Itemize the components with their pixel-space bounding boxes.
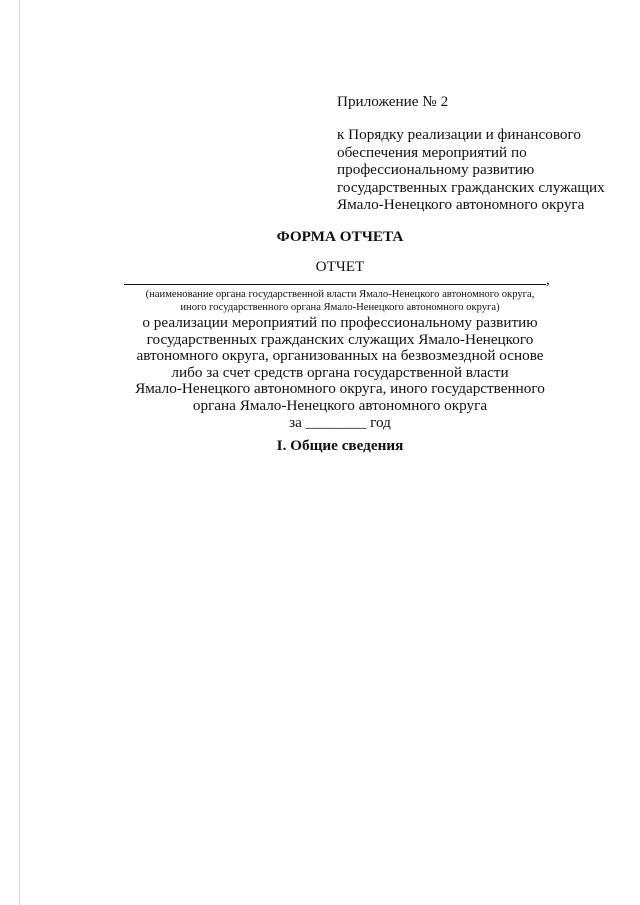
subject-line: о реализации мероприятий по профессиональному развитию [142, 314, 538, 331]
report-year-line: за ________ год [289, 413, 391, 431]
name-field-comma: , [546, 272, 550, 288]
subject-line: либо за счет средств органа государственной власти [171, 363, 509, 381]
appendix-line: Ямало-Ненецкого автономного округа [337, 196, 585, 214]
report-subject [90, 315, 590, 431]
appendix-line: обеспечения мероприятий по [337, 143, 527, 161]
subject-line: Ямало-Ненецкого автономного округа, иного государственного [135, 380, 545, 398]
page-edge [19, 0, 20, 905]
organization-name-caption [90, 289, 590, 314]
appendix-title: Приложение № 2 [337, 93, 449, 110]
subject-line: органа Ямало-Ненецкого автономного округа [192, 396, 488, 414]
report-title: ОТЧЕТ [315, 258, 365, 275]
appendix-line: к Порядку реализации и финансового [337, 126, 581, 144]
subject-line: автономного округа, организованных на безвозмездной основе [136, 347, 544, 365]
section-title: I. Общие сведения [276, 437, 404, 454]
appendix-line: государственных гражданских служащих [337, 178, 605, 196]
organization-name-field [124, 284, 546, 285]
caption-line: иного государственного органа Ямало-Ненецкого автономного округа) [180, 301, 500, 313]
appendix-line: профессиональному развитию [337, 161, 535, 179]
subject-line: государственных гражданских служащих Ямало-Ненецкого [146, 330, 534, 348]
form-title: ФОРМА ОТЧЕТА [276, 228, 404, 245]
appendix-block [337, 93, 627, 213]
caption-line: (наименование органа государственной власти Ямало-Ненецкого автономного округа, [145, 289, 535, 300]
